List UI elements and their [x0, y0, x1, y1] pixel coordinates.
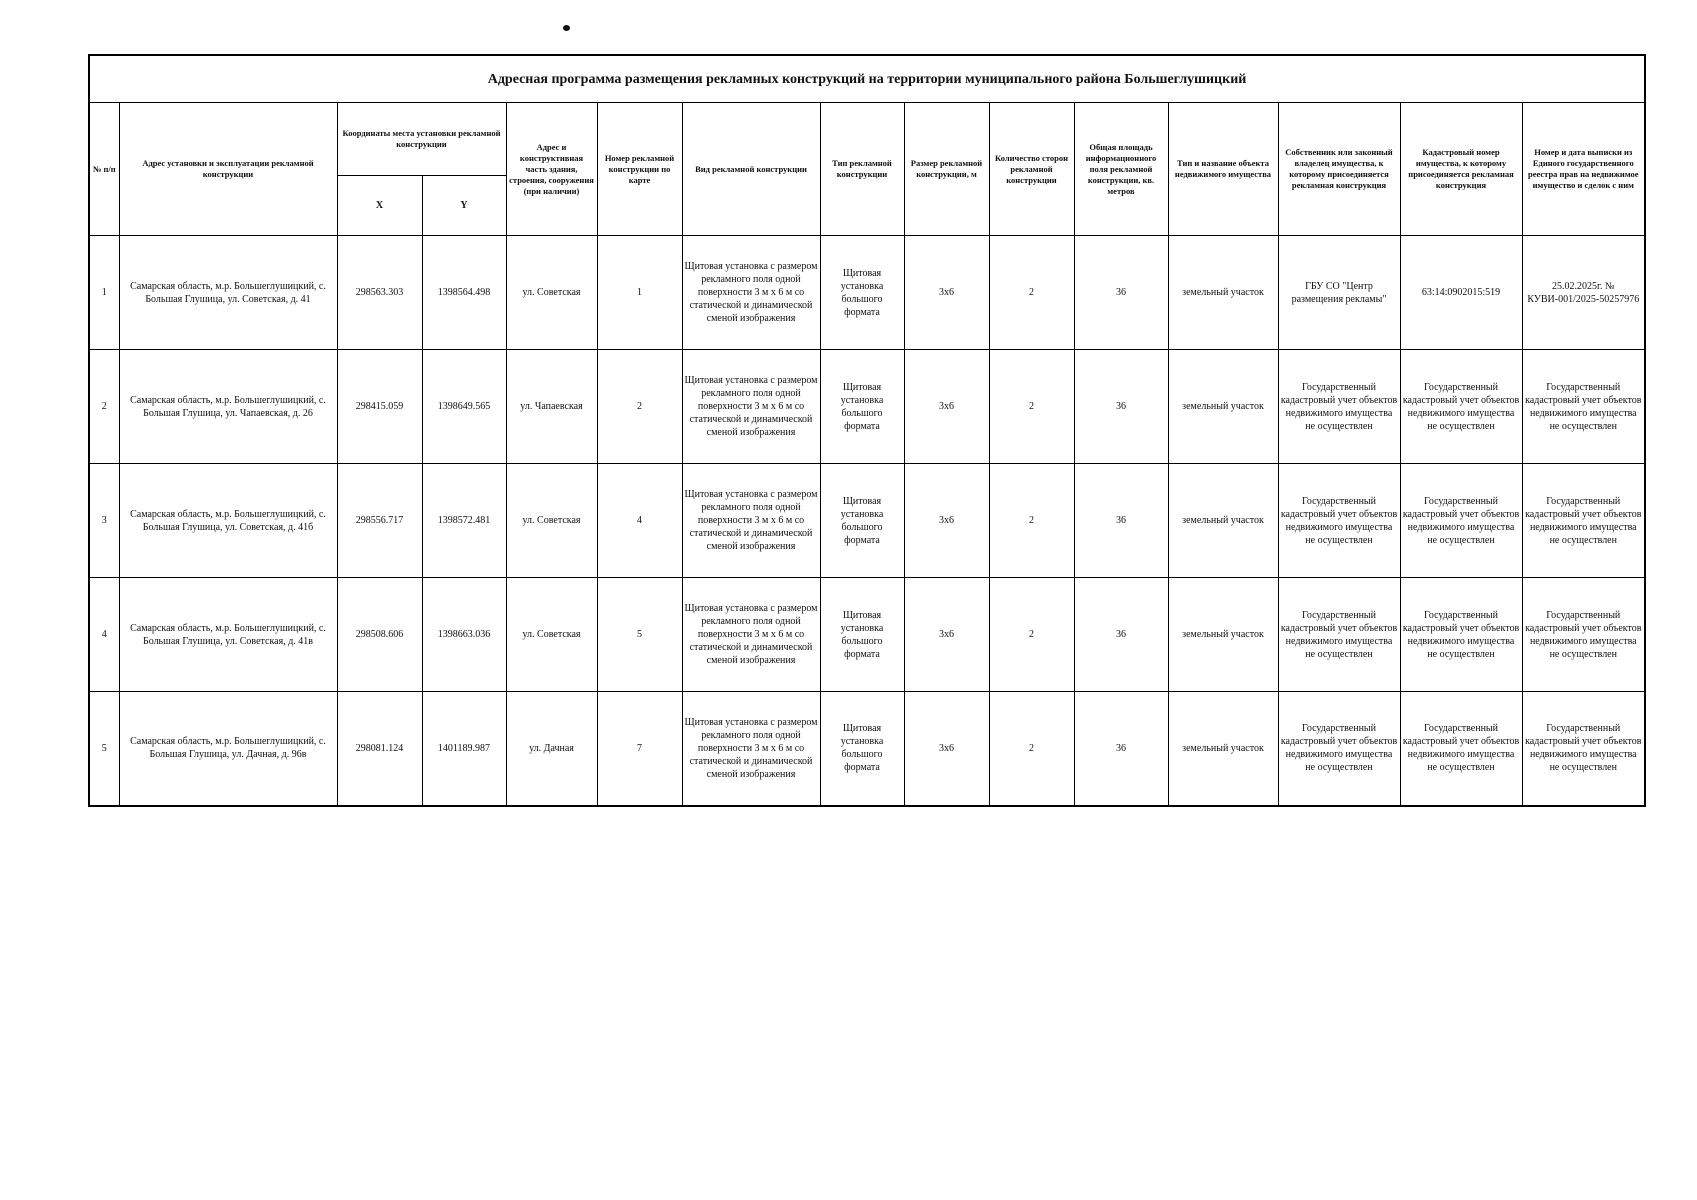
cell-registry: Государственный кадастровый учет объектов недвижимого имущества не осуществлен — [1522, 692, 1645, 806]
cell-kind: Щитовая установка с размером рекламного поля одной поверхности 3 м х 6 м со статической и динамической сменой изображения — [682, 692, 820, 806]
cell-address: Самарская область, м.р. Большеглушицкий, с. Большая Глушица, ул. Советская, д. 41в — [119, 578, 337, 692]
cell-x: 298081.124 — [337, 692, 422, 806]
header-registry: Номер и дата выписки из Единого государственного реестра прав на недвижимое имущество и сделок с ним — [1522, 103, 1645, 236]
cell-type: Щитовая установка большого формата — [820, 464, 904, 578]
cell-x: 298415.059 — [337, 350, 422, 464]
cell-size: 3х6 — [904, 464, 989, 578]
cell-x: 298508.606 — [337, 578, 422, 692]
cell-sides: 2 — [989, 236, 1074, 350]
table-row — [89, 350, 1645, 464]
cell-size: 3х6 — [904, 350, 989, 464]
cell-area: 36 — [1074, 464, 1168, 578]
cell-area: 36 — [1074, 692, 1168, 806]
cell-owner: Государственный кадастровый учет объектов недвижимого имущества не осуществлен — [1278, 350, 1400, 464]
cell-building: ул. Чапаевская — [506, 350, 597, 464]
cell-size: 3х6 — [904, 692, 989, 806]
cell-cadastral: Государственный кадастровый учет объектов недвижимого имущества не осуществлен — [1400, 350, 1522, 464]
cell-num: 1 — [89, 236, 119, 350]
header-coords: Координаты места установки рекламной конструкции — [337, 103, 506, 176]
cell-kind: Щитовая установка с размером рекламного поля одной поверхности 3 м х 6 м со статической и динамической сменой изображения — [682, 350, 820, 464]
cell-registry: Государственный кадастровый учет объектов недвижимого имущества не осуществлен — [1522, 350, 1645, 464]
cell-object: земельный участок — [1168, 692, 1278, 806]
cell-num: 3 — [89, 464, 119, 578]
header-building: Адрес и конструктивная часть здания, строения, сооружения (при наличии) — [506, 103, 597, 236]
header-size: Размер рекламной конструкции, м — [904, 103, 989, 236]
cell-map-number: 4 — [597, 464, 682, 578]
scan-dot-mark — [563, 25, 570, 31]
cell-area: 36 — [1074, 236, 1168, 350]
cell-cadastral: Государственный кадастровый учет объектов недвижимого имущества не осуществлен — [1400, 692, 1522, 806]
header-y: Y — [422, 176, 506, 236]
cell-address: Самарская область, м.р. Большеглушицкий, с. Большая Глушица, ул. Советская, д. 41б — [119, 464, 337, 578]
table-row — [89, 236, 1645, 350]
cell-building: ул. Советская — [506, 236, 597, 350]
cell-y: 1398564.498 — [422, 236, 506, 350]
cell-owner: Государственный кадастровый учет объектов недвижимого имущества не осуществлен — [1278, 578, 1400, 692]
header-x: X — [337, 176, 422, 236]
cell-size: 3х6 — [904, 578, 989, 692]
document-title: Адресная программа размещения рекламных конструкций на территории муниципального района Большеглушицкий — [89, 55, 1645, 103]
cell-sides: 2 — [989, 464, 1074, 578]
cell-cadastral: Государственный кадастровый учет объектов недвижимого имущества не осуществлен — [1400, 464, 1522, 578]
cell-type: Щитовая установка большого формата — [820, 578, 904, 692]
table-row — [89, 578, 1645, 692]
cell-registry: Государственный кадастровый учет объектов недвижимого имущества не осуществлен — [1522, 578, 1645, 692]
cell-building: ул. Советская — [506, 464, 597, 578]
cell-object: земельный участок — [1168, 578, 1278, 692]
header-address: Адрес установки и эксплуатации рекламной конструкции — [119, 103, 337, 236]
cell-building: ул. Советская — [506, 578, 597, 692]
header-sides: Количество сторон рекламной конструкции — [989, 103, 1074, 236]
advertising-program-table — [88, 54, 1646, 807]
cell-area: 36 — [1074, 350, 1168, 464]
cell-cadastral: Государственный кадастровый учет объектов недвижимого имущества не осуществлен — [1400, 578, 1522, 692]
cell-x: 298563.303 — [337, 236, 422, 350]
cell-y: 1398649.565 — [422, 350, 506, 464]
header-object: Тип и название объекта недвижимого имущества — [1168, 103, 1278, 236]
cell-x: 298556.717 — [337, 464, 422, 578]
table-row — [89, 464, 1645, 578]
cell-sides: 2 — [989, 578, 1074, 692]
cell-kind: Щитовая установка с размером рекламного поля одной поверхности 3 м х 6 м со статической и динамической сменой изображения — [682, 236, 820, 350]
cell-sides: 2 — [989, 692, 1074, 806]
cell-sides: 2 — [989, 350, 1074, 464]
header-type: Тип рекламной конструкции — [820, 103, 904, 236]
cell-map-number: 2 — [597, 350, 682, 464]
cell-num: 2 — [89, 350, 119, 464]
cell-kind: Щитовая установка с размером рекламного поля одной поверхности 3 м х 6 м со статической и динамической сменой изображения — [682, 464, 820, 578]
cell-object: земельный участок — [1168, 350, 1278, 464]
cell-map-number: 1 — [597, 236, 682, 350]
header-area: Общая площадь информационного поля рекламной конструкции, кв. метров — [1074, 103, 1168, 236]
cell-owner: Государственный кадастровый учет объектов недвижимого имущества не осуществлен — [1278, 464, 1400, 578]
cell-kind: Щитовая установка с размером рекламного поля одной поверхности 3 м х 6 м со статической и динамической сменой изображения — [682, 578, 820, 692]
cell-num: 4 — [89, 578, 119, 692]
cell-area: 36 — [1074, 578, 1168, 692]
cell-address: Самарская область, м.р. Большеглушицкий, с. Большая Глушица, ул. Дачная, д. 96в — [119, 692, 337, 806]
cell-num: 5 — [89, 692, 119, 806]
cell-size: 3х6 — [904, 236, 989, 350]
cell-address: Самарская область, м.р. Большеглушицкий, с. Большая Глушица, ул. Чапаевская, д. 26 — [119, 350, 337, 464]
header-owner: Собственник или законный владелец имущества, к которому присоединяется рекламная конструкция — [1278, 103, 1400, 236]
cell-type: Щитовая установка большого формата — [820, 350, 904, 464]
header-map-number: Номер рекламной конструкции по карте — [597, 103, 682, 236]
cell-address: Самарская область, м.р. Большеглушицкий, с. Большая Глушица, ул. Советская, д. 41 — [119, 236, 337, 350]
cell-owner: Государственный кадастровый учет объектов недвижимого имущества не осуществлен — [1278, 692, 1400, 806]
cell-registry: 25.02.2025г. № КУВИ-001/2025-50257976 — [1522, 236, 1645, 350]
table-row — [89, 692, 1645, 806]
cell-type: Щитовая установка большого формата — [820, 692, 904, 806]
header-cadastral: Кадастровый номер имущества, к которому присоединяется рекламная конструкция — [1400, 103, 1522, 236]
header-kind: Вид рекламной конструкции — [682, 103, 820, 236]
cell-building: ул. Дачная — [506, 692, 597, 806]
cell-map-number: 7 — [597, 692, 682, 806]
cell-type: Щитовая установка большого формата — [820, 236, 904, 350]
cell-cadastral: 63:14:0902015:519 — [1400, 236, 1522, 350]
cell-owner: ГБУ СО "Центр размещения рекламы" — [1278, 236, 1400, 350]
cell-object: земельный участок — [1168, 464, 1278, 578]
cell-map-number: 5 — [597, 578, 682, 692]
cell-y: 1398572.481 — [422, 464, 506, 578]
cell-y: 1398663.036 — [422, 578, 506, 692]
cell-y: 1401189.987 — [422, 692, 506, 806]
cell-object: земельный участок — [1168, 236, 1278, 350]
header-num: № п/п — [89, 103, 119, 236]
cell-registry: Государственный кадастровый учет объектов недвижимого имущества не осуществлен — [1522, 464, 1645, 578]
